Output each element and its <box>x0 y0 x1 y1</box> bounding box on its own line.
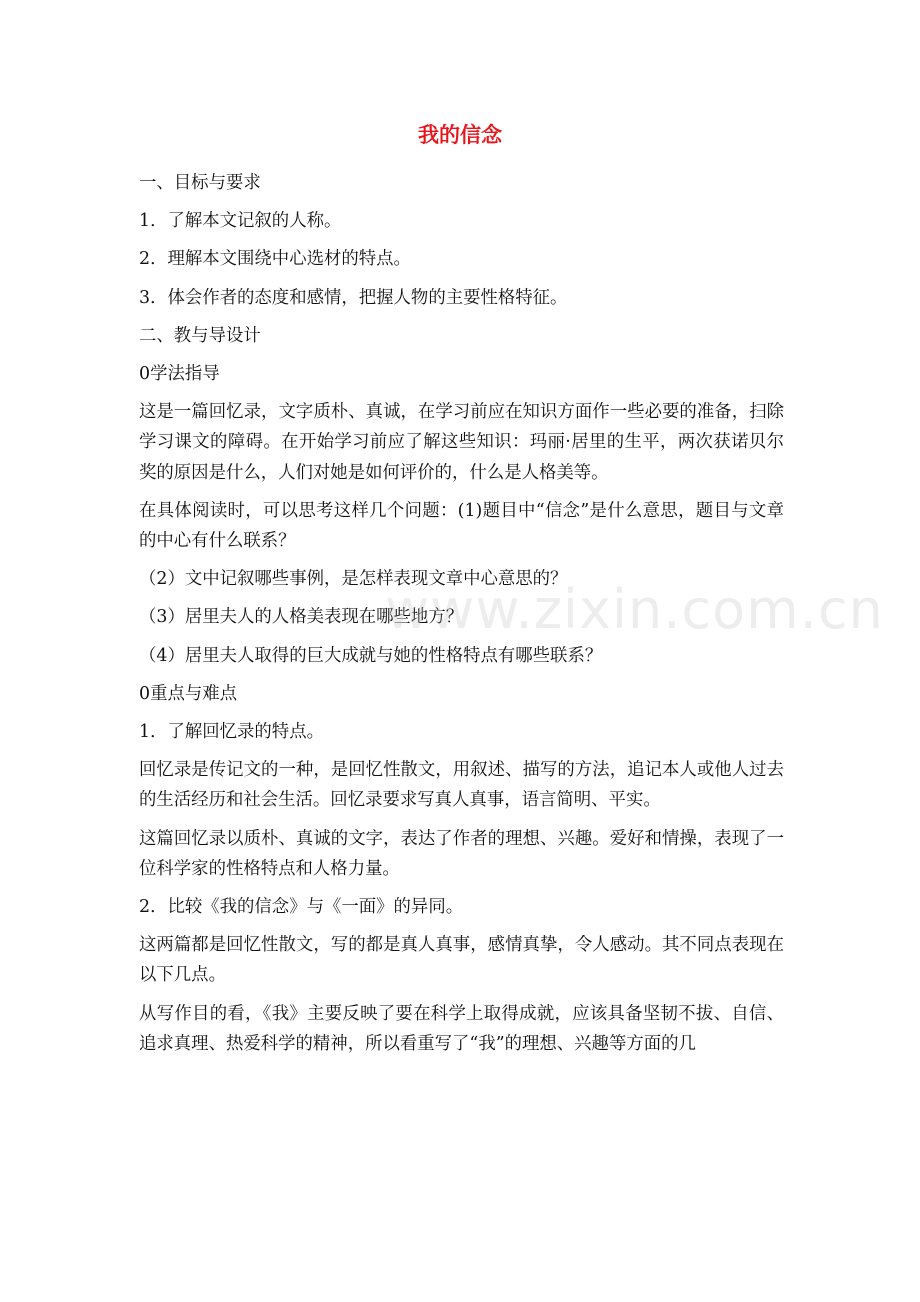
paragraph-writing-purpose: 从写作目的看，《我》主要反映了要在科学上取得成就，应该具备坚韧不拔、自信、追求真理、热爱科学的精神，所以看重写了“我”的理想、兴趣等方面的几 <box>139 1003 784 1054</box>
question-4: （4）居里夫人取得的巨大成就与她的性格特点有哪些联系？ <box>139 645 603 666</box>
section-heading-goals: 一、目标与要求 <box>139 173 261 193</box>
document-title: 我的信念 <box>418 123 502 147</box>
subheading-study-method: 0学法指导 <box>139 364 220 385</box>
question-3: （3）居里夫人的人格美表现在哪些地方？ <box>139 607 464 628</box>
question-2: （2）文中记叙哪些事例，是怎样表现文章中心意思的？ <box>139 569 568 590</box>
paragraph-comparison: 这两篇都是回忆性散文，写的都是真人真事，感情真挚，令人感动。其不同点表现在以下几点。 <box>139 935 784 986</box>
key-point-2: 2．比较《我的信念》与《一面》的异同。 <box>139 897 464 918</box>
goal-item-3: 3．体会作者的态度和感情，把握人物的主要性格特征。 <box>139 287 568 308</box>
goal-item-1: 1．了解本文记叙的人称。 <box>139 211 342 232</box>
section-heading-design: 二、教与导设计 <box>139 325 261 346</box>
watermark: www.zixin.com.cn <box>385 578 884 641</box>
paragraph-memoir-summary: 这篇回忆录以质朴、真诚的文字，表达了作者的理想、兴趣。爱好和情操，表现了一位科学家的性格特点和人格力量。 <box>139 828 784 879</box>
subheading-key-points: 0重点与难点 <box>139 683 238 704</box>
paragraph-memoir-definition: 回忆录是传记文的一种，是回忆性散文，用叙述、描写的方法，追记本人或他人过去的生活经历和社会生活。回忆录要求写真人真事，语言简明、平实。 <box>139 760 784 811</box>
paragraph-reading-questions: 在具体阅读时，可以思考这样几个问题：(1)题目中“信念”是什么意思，题目与文章的中心有什么联系？ <box>139 500 784 552</box>
paragraph-preparation: 这是一篇回忆录，文字质朴、真诚，在学习前应在知识方面作一些必要的准备，扫除学习课文的障碍。在开始学习前应了解这些知识：玛丽·居里的生平，两次获诺贝尔奖的原因是什么，人们对她是如何评价的，什么是人格美等。 <box>139 402 784 483</box>
key-point-1: 1．了解回忆录的特点。 <box>139 722 324 743</box>
goal-item-2: 2．理解本文围绕中心选材的特点。 <box>139 249 411 270</box>
document-body <box>139 168 784 1067</box>
